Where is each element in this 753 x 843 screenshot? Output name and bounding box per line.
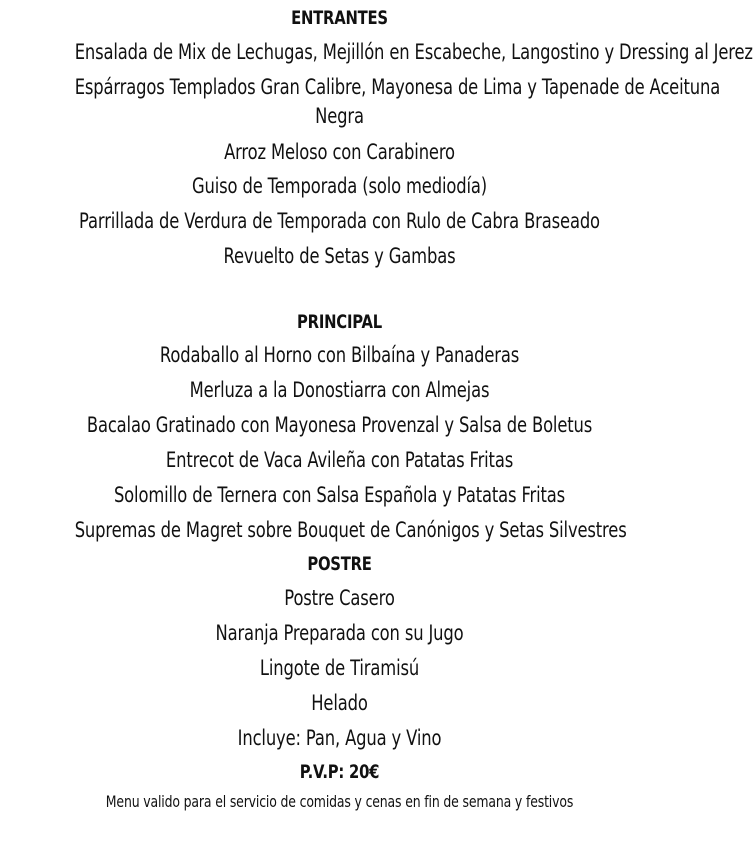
menu-item: Espárragos Templados Gran Calibre, Mayonesa de Lima y Tapenade de Aceituna (74, 75, 721, 99)
menu-item: Helado (311, 691, 368, 715)
menu-item: Negra (315, 104, 364, 128)
menu-item: Ensalada de Mix de Lechugas, Mejillón en Escabeche, Langostino y Dressing al Jerez (74, 40, 753, 64)
principal-heading: PRINCIPAL (297, 311, 382, 333)
menu-item: Arroz Meloso con Carabinero (224, 140, 455, 164)
menu-item: Bacalao Gratinado con Mayonesa Provenzal y Salsa de Boletus (86, 413, 593, 437)
menu-item: Naranja Preparada con su Jugo (215, 621, 464, 645)
validity-note: Menu valido para el servicio de comidas y cenas en fin de semana y festivos (105, 792, 574, 811)
entrantes-heading: ENTRANTES (291, 7, 388, 29)
menu-item: Rodaballo al Horno con Bilbaína y Panaderas (159, 343, 520, 367)
menu-item: Guiso de Temporada (solo mediodía) (192, 174, 487, 198)
includes-text: Incluye: Pan, Agua y Vino (237, 726, 442, 750)
menu-item: Revuelto de Setas y Gambas (223, 244, 456, 268)
menu-item: Postre Casero (284, 586, 395, 610)
menu-item: Merluza a la Donostiarra con Almejas (189, 378, 490, 402)
menu-item: Solomillo de Ternera con Salsa Española y Patatas Fritas (113, 483, 566, 507)
price-text: P.V.P: 20€ (299, 761, 380, 783)
menu-item: Supremas de Magret sobre Bouquet de Canónigos y Setas Silvestres (74, 518, 627, 542)
menu-item: Entrecot de Vaca Avileña con Patatas Fritas (165, 448, 514, 472)
menu-item: Lingote de Tiramisú (259, 656, 420, 680)
postre-heading: POSTRE (307, 553, 372, 575)
menu-item: Parrillada de Verdura de Temporada con Rulo de Cabra Braseado (79, 209, 600, 233)
